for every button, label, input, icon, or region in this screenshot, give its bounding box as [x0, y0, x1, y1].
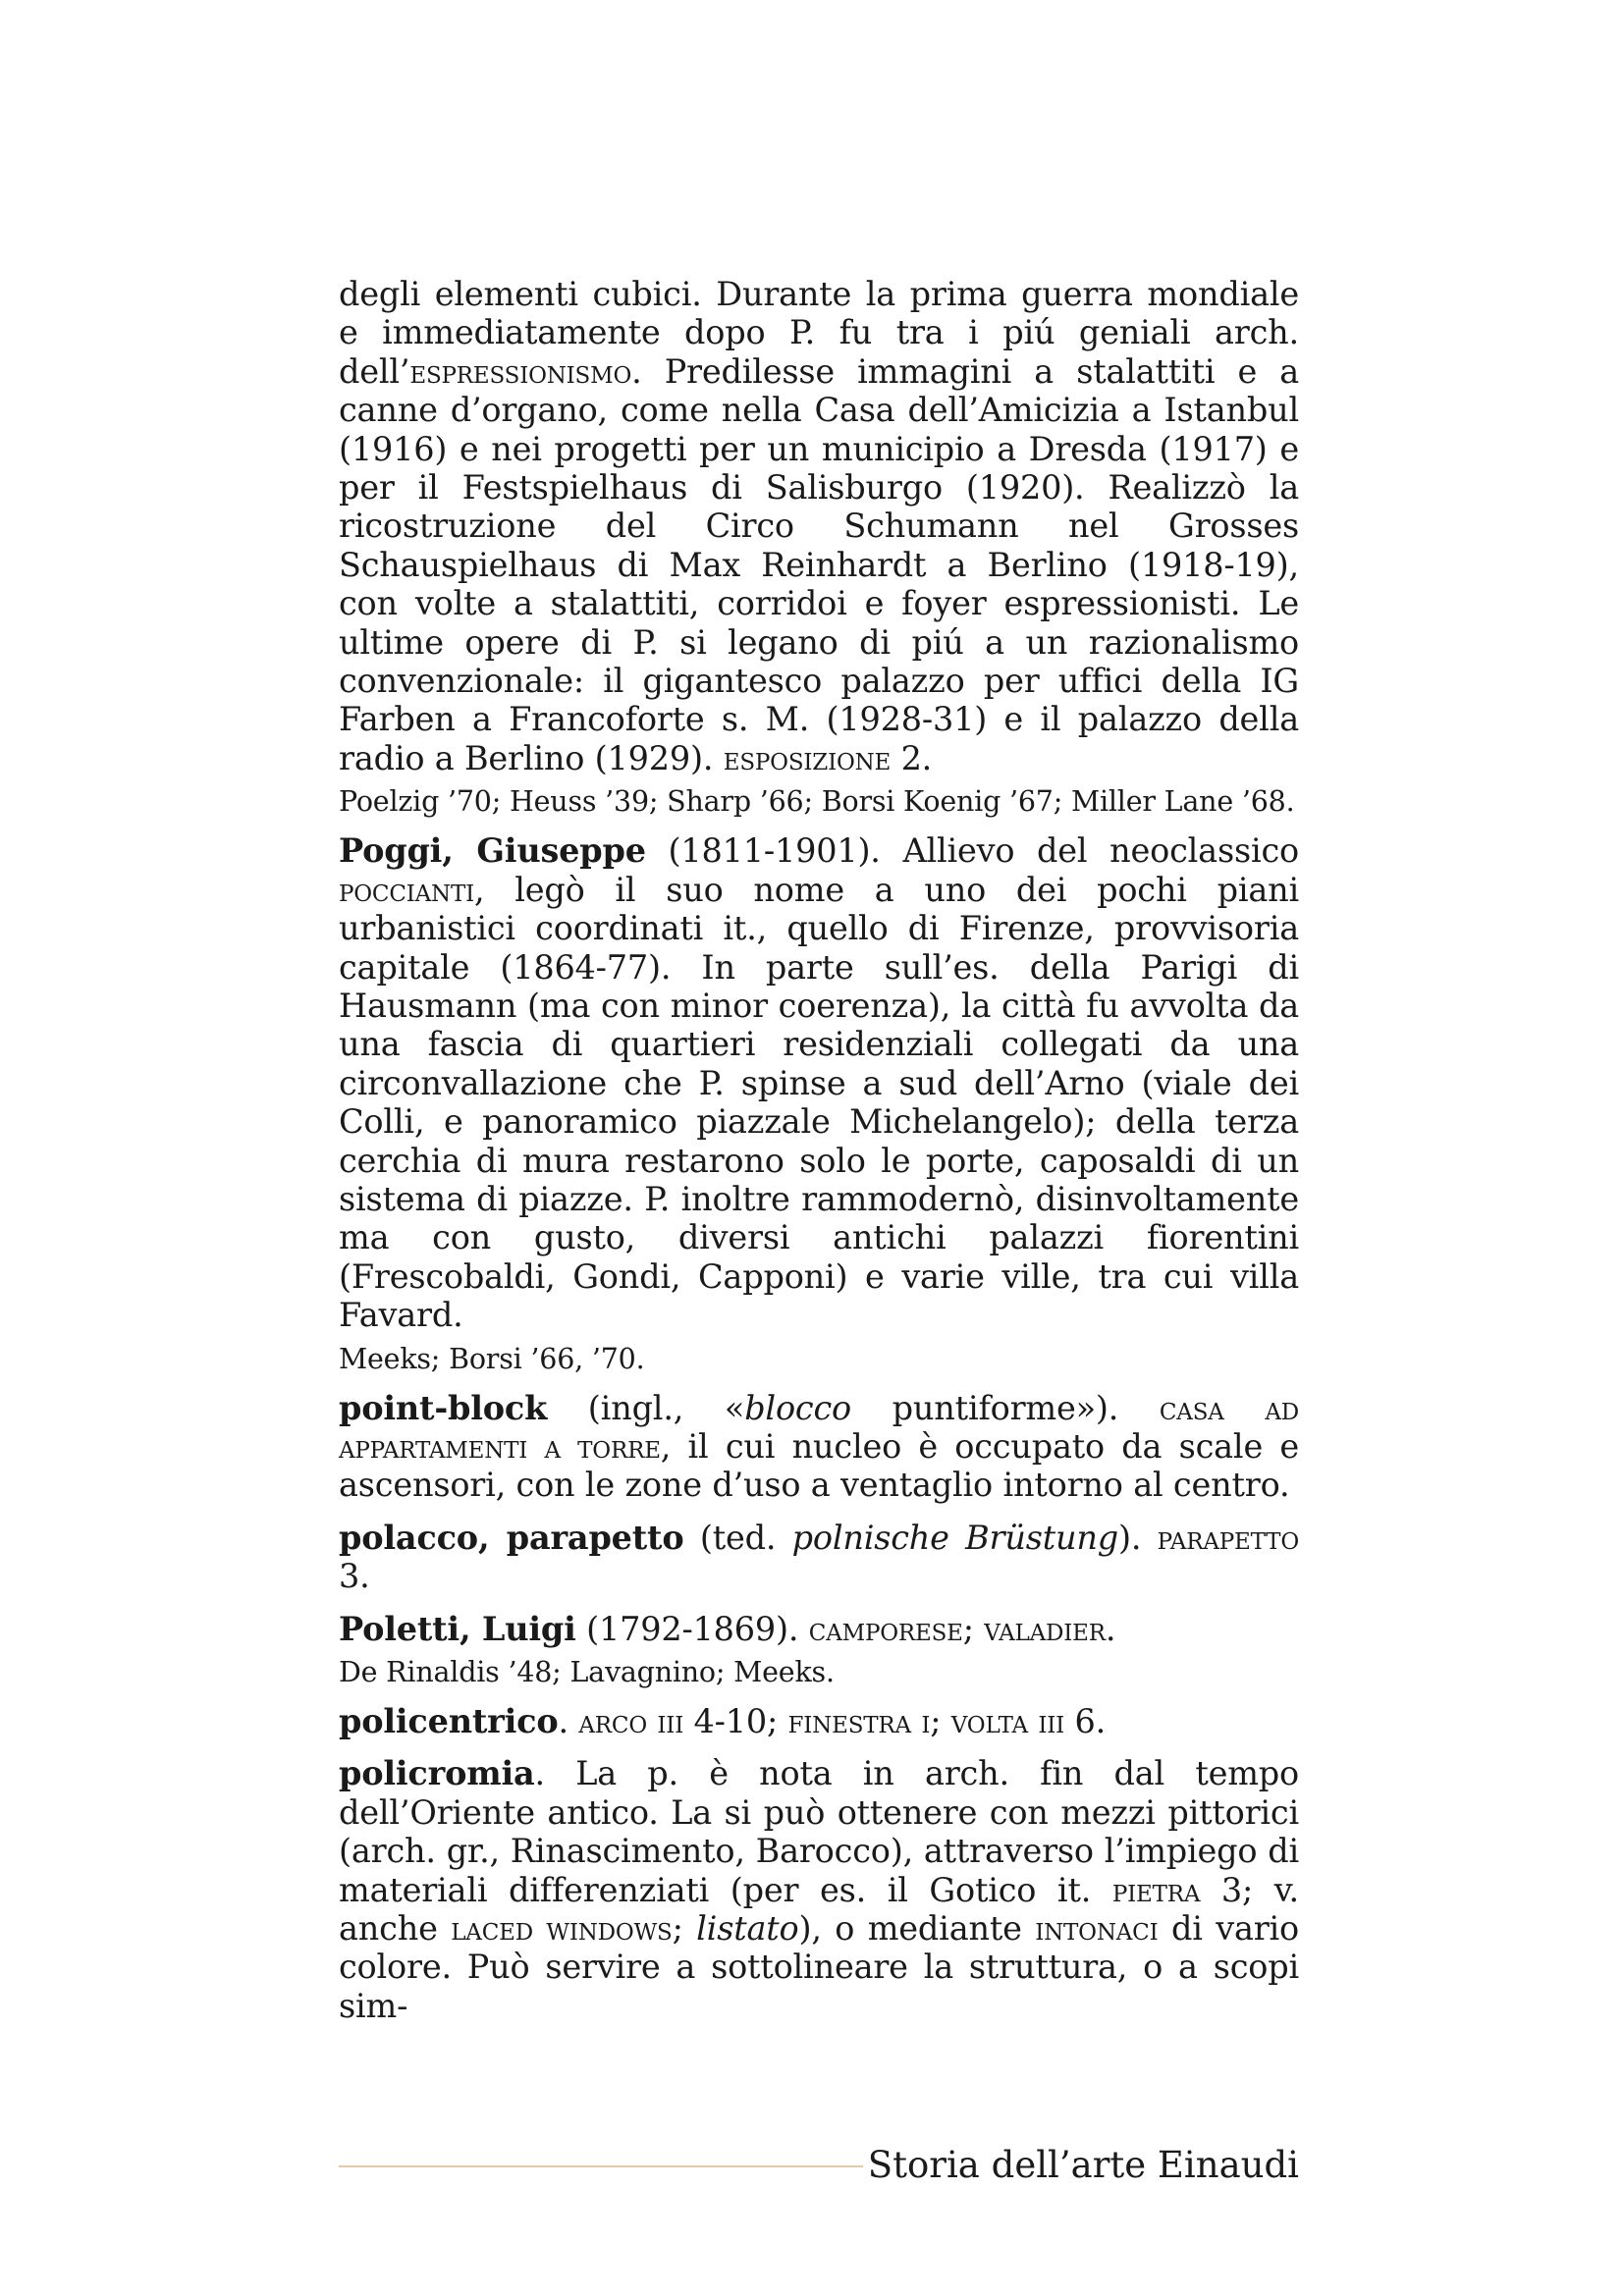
- entry-poletti: [339, 1610, 1299, 1688]
- cross-reference: camporese; valadier: [808, 1609, 1106, 1648]
- text-run: ;: [930, 1702, 951, 1740]
- text-run: ).: [1117, 1518, 1158, 1557]
- text-run: . Predilesse immagini a stalattiti e a canne d’organo, come nella Casa dell’Amicizia a Istanbul (1916) e nei progetti per un municipio a Dresda (1917) e per il Festspielhaus di Salisburgo (1920). Realizzò la ricostruzione del Circo Schumann nel Grosses Schauspielhaus di Max Reinhardt a Berlino (1918-19), con volte a stalattiti, corridoi e foyer espressionisti. Le ultime opere di P. si legano di piú a un razionalismo convenzionale: il gigantesco palazzo per uffici della IG Farben a Francoforte s. M. (1928-31) e il palazzo della radio a Berlino (1929).: [339, 351, 1299, 777]
- entry-paragraph: [339, 1754, 1299, 2025]
- entry-paragraph: [339, 1519, 1299, 1596]
- headword: point-block: [339, 1388, 548, 1427]
- cross-reference: volta iii: [950, 1702, 1065, 1740]
- text-run: , il cui nucleo è occupato da scale e ascensori, con le zone d’uso a ventaglio intorno al centro.: [339, 1426, 1299, 1505]
- text-run: (1811-1901). Allievo del neoclassico: [645, 831, 1299, 871]
- bibliography: Meeks; Borsi ’66, ’70.: [339, 1342, 645, 1375]
- entry-polacco: [339, 1519, 1299, 1596]
- cross-reference: parapetto: [1157, 1518, 1299, 1557]
- text-run: . La p. è nota in arch. fin dal tempo dell’Oriente antico. La si può ottenere con mezzi pittorici (arch. gr., Rinascimento, Barocco), attraverso l’impiego di materiali differenziati (per es. il Gotico it.: [339, 1754, 1299, 1909]
- italic-term: blocco: [744, 1388, 852, 1427]
- cross-reference: arco iii: [578, 1702, 684, 1740]
- cross-reference: esposizione: [723, 738, 892, 777]
- text-run: 6.: [1064, 1702, 1107, 1740]
- bibliography: De Rinaldis ’48; Lavagnino; Meeks.: [339, 1656, 835, 1688]
- headword: Poletti, Luigi: [339, 1609, 576, 1648]
- entry-point-block: [339, 1389, 1299, 1505]
- entry-policromia: [339, 1754, 1299, 2025]
- cross-reference: casa ad appartamenti a torre: [339, 1388, 1299, 1466]
- text-run: , legò il suo nome a uno dei pochi piani urbanistici coordinati it., quello di Firenze, provvisoria capitale (1864-77). In parte sull’es. della Parigi di Hausmann (ma con minor coerenza), la città fu avvolta da una fascia di quartieri residenziali collegati da una circonvallazione che P. spinse a sud dell’Arno (viale dei Colli, e panoramico piazzale Michelangelo); della terza cerchia di mura restarono solo le porte, caposaldi di un sistema di piazze. P. inoltre rammodernò, disinvoltamente ma con gusto, diversi antichi palazzi fiorentini (Frescobaldi, Gondi, Capponi) e varie ville, tra cui villa Favard.: [339, 870, 1299, 1335]
- cross-reference: pietra: [1111, 1870, 1201, 1909]
- headword: polacco, parapetto: [339, 1518, 684, 1557]
- text-run: 4-10;: [683, 1702, 788, 1740]
- footer-title: Storia dell’arte Einaudi: [867, 2144, 1299, 2186]
- cross-reference: finestra i: [787, 1702, 931, 1740]
- cross-reference: intonaci: [1035, 1909, 1159, 1949]
- text-run: .: [558, 1702, 579, 1740]
- text-run: (1792-1869).: [575, 1609, 809, 1648]
- headword: policentrico: [339, 1702, 559, 1740]
- text-run: ;: [672, 1909, 697, 1949]
- headword: Poggi, Giuseppe: [339, 831, 646, 871]
- text-run: 3; v. anche: [339, 1870, 1299, 1949]
- italic-term: listato: [696, 1909, 799, 1949]
- entry-policentrico: [339, 1702, 1299, 1740]
- text-column: [339, 275, 1299, 2039]
- text-run: (ingl., «: [547, 1388, 745, 1427]
- text-run: (ted.: [683, 1518, 792, 1557]
- entry-paragraph: [339, 1702, 1299, 1740]
- headword: policromia: [339, 1754, 535, 1793]
- italic-term: polnische Brüstung: [791, 1518, 1118, 1557]
- text-run: degli elementi cubici. Durante la prima guerra mondiale e immediatamente dopo P. fu tra i piú geniali arch. dell’: [339, 275, 1299, 391]
- entry-poggi: [339, 831, 1299, 1374]
- text-run: .: [1105, 1609, 1116, 1648]
- cross-reference: laced windows: [451, 1909, 673, 1949]
- text-run: di vario colore. Può servire a sottolineare la struttura, o a scopi sim-: [339, 1909, 1300, 2025]
- continuation-paragraph: [339, 275, 1299, 777]
- text-run: ), o mediante: [798, 1909, 1036, 1949]
- text-run: puntiforme»).: [851, 1388, 1160, 1427]
- text-run: 3.: [339, 1557, 370, 1596]
- entry-paragraph: [339, 1610, 1299, 1648]
- bibliography: Poelzig ’70; Heuss ’39; Sharp ’66; Borsi Koenig ’67; Miller Lane ’68.: [339, 785, 1295, 819]
- entry-paragraph: [339, 1389, 1299, 1505]
- entry-continuation: [339, 275, 1299, 818]
- cross-reference: espressionismo: [409, 351, 632, 391]
- text-run: 2.: [891, 738, 933, 777]
- footer-rule: [339, 2165, 863, 2167]
- entry-paragraph: [339, 831, 1299, 1334]
- cross-reference: poccianti: [339, 870, 474, 909]
